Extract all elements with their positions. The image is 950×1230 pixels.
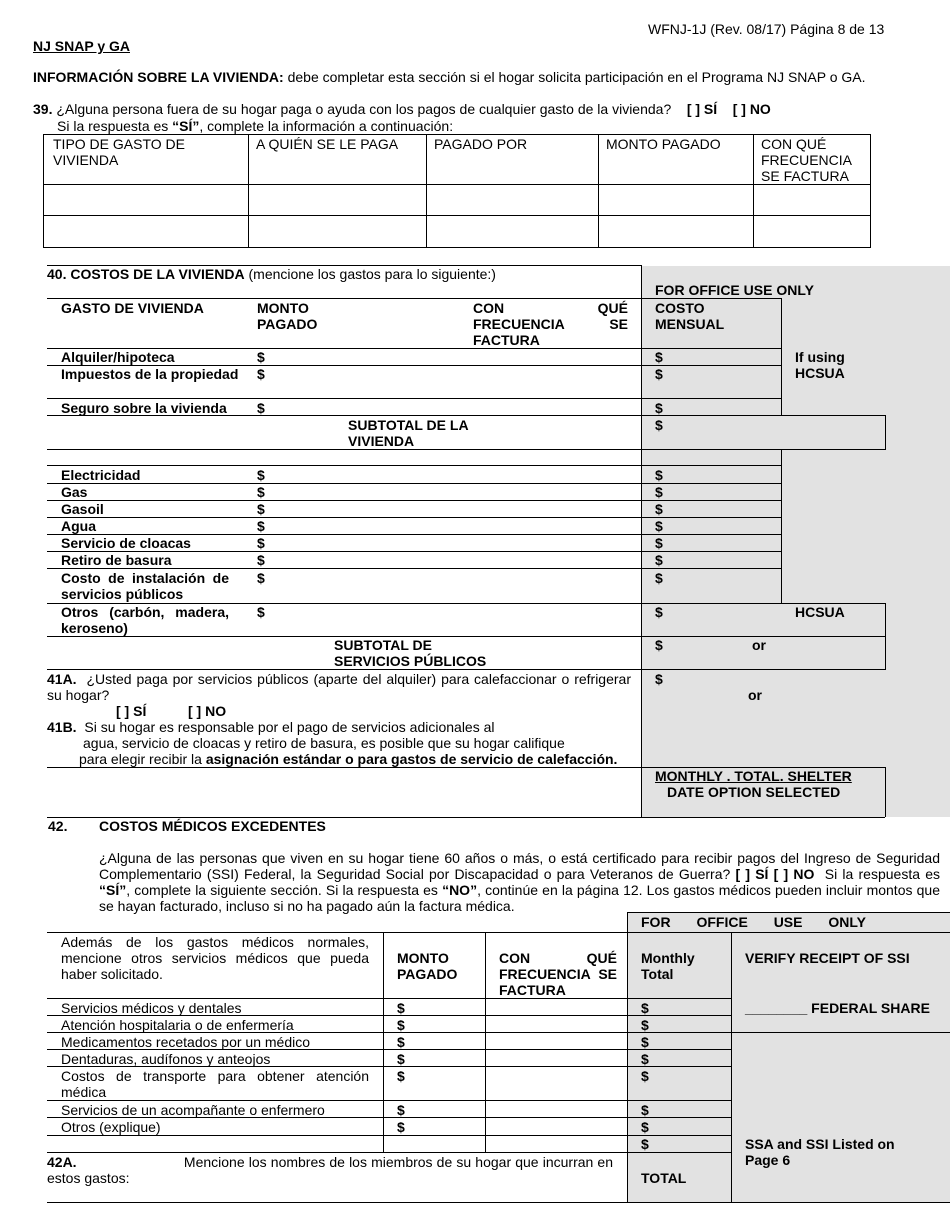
q42-row-amount[interactable]: $ <box>397 1017 405 1033</box>
q42-col-monto: MONTO PAGADO <box>397 950 458 982</box>
q42-row-amount[interactable]: $ <box>397 1051 405 1067</box>
q39-col-monto: MONTO PAGADO <box>606 136 721 152</box>
q40-row-amount[interactable]: $ <box>257 535 265 551</box>
q40-row-label: Servicio de cloacas <box>61 535 191 551</box>
q40-row-cost: $ <box>655 535 663 551</box>
q40-col-frecuencia: CON QUÉ FRECUENCIA SE FACTURA <box>473 300 628 348</box>
q40-office-use-label: FOR OFFICE USE ONLY <box>655 282 814 298</box>
q40-row-cost: $ <box>655 501 663 517</box>
q40-row-label: Gas <box>61 484 88 500</box>
federal-share[interactable]: ________ FEDERAL SHARE <box>745 1000 930 1016</box>
q41-cost: $ <box>655 671 663 687</box>
q42-row-label: Servicios de un acompañante o enfermero <box>61 1102 325 1118</box>
q42-row-label: Medicamentos recetados por un médico <box>61 1034 311 1050</box>
q40-row-label: Gasoil <box>61 501 104 517</box>
program-title: NJ SNAP y GA <box>33 38 130 54</box>
q42-row-amount[interactable]: $ <box>397 1000 405 1016</box>
monthly-total-shelter: MONTHLY . TOTAL. SHELTER <box>655 768 852 784</box>
subtotal-servicios-label: SUBTOTAL DE SERVICIOS PÚBLICOS <box>334 637 487 669</box>
q40-row-amount[interactable]: $ <box>257 400 265 416</box>
q42-row-label: Dentaduras, audífonos y anteojos <box>61 1051 271 1067</box>
form-id: WFNJ-1J (Rev. 08/17) Página 8 de 13 <box>648 21 885 37</box>
q41a-yes-checkbox[interactable]: [ ] SÍ <box>116 703 147 719</box>
hcsua-label: HCSUA <box>795 604 845 620</box>
q40-row-amount[interactable]: $ <box>257 518 265 534</box>
q42-row-amount[interactable]: $ <box>397 1119 405 1135</box>
or-label: or <box>752 637 766 653</box>
q40-row-amount[interactable]: $ <box>257 552 265 568</box>
housing-intro: INFORMACIÓN SOBRE LA VIVIENDA: debe completar esta sección si el hogar solicita participación en el Programa NJ SNAP o GA. <box>33 69 866 85</box>
q40-row-cost: $ <box>655 484 663 500</box>
q40-row-cost: $ <box>655 552 663 568</box>
q39-table <box>43 134 871 248</box>
q42-row-monthly: $ <box>641 1000 649 1016</box>
q42-row-monthly: $ <box>641 1017 649 1033</box>
q42-row-monthly: $ <box>641 1051 649 1067</box>
q40-row-label: Electricidad <box>61 467 141 483</box>
q40-row-cost: $ <box>655 518 663 534</box>
q41b-line1: 41B. Si su hogar es responsable por el pago de servicios adicionales al <box>47 719 495 735</box>
q40-row-amount[interactable]: $ <box>257 501 265 517</box>
q40-row-cost: $ <box>655 604 663 620</box>
q42-total-label: TOTAL <box>641 1170 687 1186</box>
q42-row-amount[interactable]: $ <box>397 1102 405 1118</box>
q42-no-checkbox[interactable]: [ ] NO <box>773 866 815 882</box>
verify-ssi: VERIFY RECEIPT OF SSI <box>745 950 910 966</box>
q42-row-monthly: $ <box>641 1034 649 1050</box>
subtotal-vivienda-label: SUBTOTAL DE LA VIVIENDA <box>348 417 469 449</box>
q40-row-amount[interactable]: $ <box>257 570 265 586</box>
q40-row-label: Retiro de basura <box>61 552 172 568</box>
q42-col-frecuencia: CON QUÉ FRECUENCIA SE FACTURA <box>499 950 617 998</box>
q40-row-amount[interactable]: $ <box>257 349 265 365</box>
q40-row-cost: $ <box>655 349 663 365</box>
q40-col-monto: MONTO PAGADO <box>257 300 318 332</box>
q42a-question: 42A. Mencione los nombres de los miembros de su hogar que incurran en estos gastos: <box>47 1154 613 1186</box>
q39-note: Si la respuesta es “SÍ”, complete la información a continuación: <box>57 118 454 134</box>
q40-row-label: Seguro sobre la vivienda <box>61 400 227 416</box>
q40-row-cost: $ <box>655 366 663 382</box>
q40-row-amount[interactable]: $ <box>257 604 265 620</box>
subtotal-servicios-cost: $ <box>655 637 663 653</box>
q42-row-label: Otros (explique) <box>61 1119 161 1135</box>
or-label-2: or <box>748 687 762 703</box>
q41a-no-checkbox[interactable]: [ ] NO <box>188 703 227 719</box>
q42-title: COSTOS MÉDICOS EXCEDENTES <box>99 818 326 834</box>
q40-row-cost: $ <box>655 400 663 416</box>
q41b-line2: agua, servicio de cloacas y retiro de basura, es posible que su hogar califique <box>83 735 565 751</box>
q40-row-amount[interactable]: $ <box>257 366 265 382</box>
ssa-ssi-listed: SSA and SSI Listed on Page 6 <box>745 1136 895 1168</box>
q42-office-use-label: FOR OFFICE USE ONLY <box>641 914 866 930</box>
q39-yes-checkbox[interactable]: [ ] SÍ <box>686 101 718 117</box>
q42-number: 42. <box>48 818 68 834</box>
q42-paragraph: ¿Alguna de las personas que viven en su hogar tiene 60 años o más, o está certificado para recibir pagos del Ingreso de Seguridad Complementario (SSI) Federal, la Seguridad Social por Discapacidad o para Veteranos de Guerra? [ ] SÍ [ ] NO Si la respuesta es “SÍ”, complete la siguiente sección. Si la respuesta es “NO”, continúe en la página 12. Los gastos médicos pueden incluir montos que se hayan facturado, incluso si no ha pagado aún la factura médica. <box>99 850 940 914</box>
q42-row-label: Costos de transporte para obtener atención médica <box>61 1068 369 1100</box>
q42-total-cost: $ <box>641 1136 649 1152</box>
q42-row-label: Servicios médicos y dentales <box>61 1000 242 1016</box>
if-using-hcsua: If using HCSUA <box>795 349 845 381</box>
q40-row-amount[interactable]: $ <box>257 467 265 483</box>
q41b-line3: para elegir recibir la asignación estándar o para gastos de servicio de calefacción. <box>79 751 618 767</box>
q40-row-cost: $ <box>655 467 663 483</box>
q42-row-amount[interactable]: $ <box>397 1034 405 1050</box>
q40-row-label: Costo de instalación de servicios públicos <box>61 570 229 602</box>
q42-row-label: Atención hospitalaria o de enfermería <box>61 1017 294 1033</box>
q42-row-monthly: $ <box>641 1119 649 1135</box>
q40-row-label: Agua <box>61 518 96 534</box>
q39-no-checkbox[interactable]: [ ] NO <box>732 101 771 117</box>
q42-row-amount[interactable]: $ <box>397 1068 405 1084</box>
q39-col-pagado-por: PAGADO POR <box>434 136 528 152</box>
q40-title: 40. COSTOS DE LA VIVIENDA (mencione los gastos para lo siguiente:) <box>47 266 496 282</box>
q40-row-label: Alquiler/hipoteca <box>61 349 175 365</box>
q40-row-cost: $ <box>655 570 663 586</box>
q40-col-costo: COSTO MENSUAL <box>655 300 725 332</box>
q42-yes-checkbox[interactable]: [ ] SÍ <box>735 866 769 882</box>
q39-col-frecuencia: CON QUÉ FRECUENCIA SE FACTURA <box>761 136 852 184</box>
q40-row-label: Impuestos de la propiedad <box>61 366 239 382</box>
q40-col-gasto: GASTO DE VIVIENDA <box>61 300 204 316</box>
q42-col-monthly: Monthly Total <box>641 950 695 982</box>
q42-row-monthly: $ <box>641 1068 649 1084</box>
q41a-question: 41A. ¿Usted paga por servicios públicos (aparte del alquiler) para calefaccionar o refrigerar su hogar? <box>47 671 631 703</box>
q40-row-amount[interactable]: $ <box>257 484 265 500</box>
q39-question: 39. ¿Alguna persona fuera de su hogar paga o ayuda con los pagos de cualquier gasto de la vivienda? [ ] SÍ [ ] NO <box>33 101 771 117</box>
date-option-selected: DATE OPTION SELECTED <box>667 784 841 800</box>
q39-col-tipo: TIPO DE GASTO DE VIVIENDA <box>53 136 185 168</box>
q40-row-label: Otros (carbón, madera, keroseno) <box>61 604 229 636</box>
q39-col-a-quien: A QUIÉN SE LE PAGA <box>256 136 399 152</box>
q42-row-monthly: $ <box>641 1102 649 1118</box>
q42-col-desc: Además de los gastos médicos normales, mencione otros servicios médicos que pueda haber solicitado. <box>61 934 369 982</box>
subtotal-vivienda-cost: $ <box>655 417 663 433</box>
